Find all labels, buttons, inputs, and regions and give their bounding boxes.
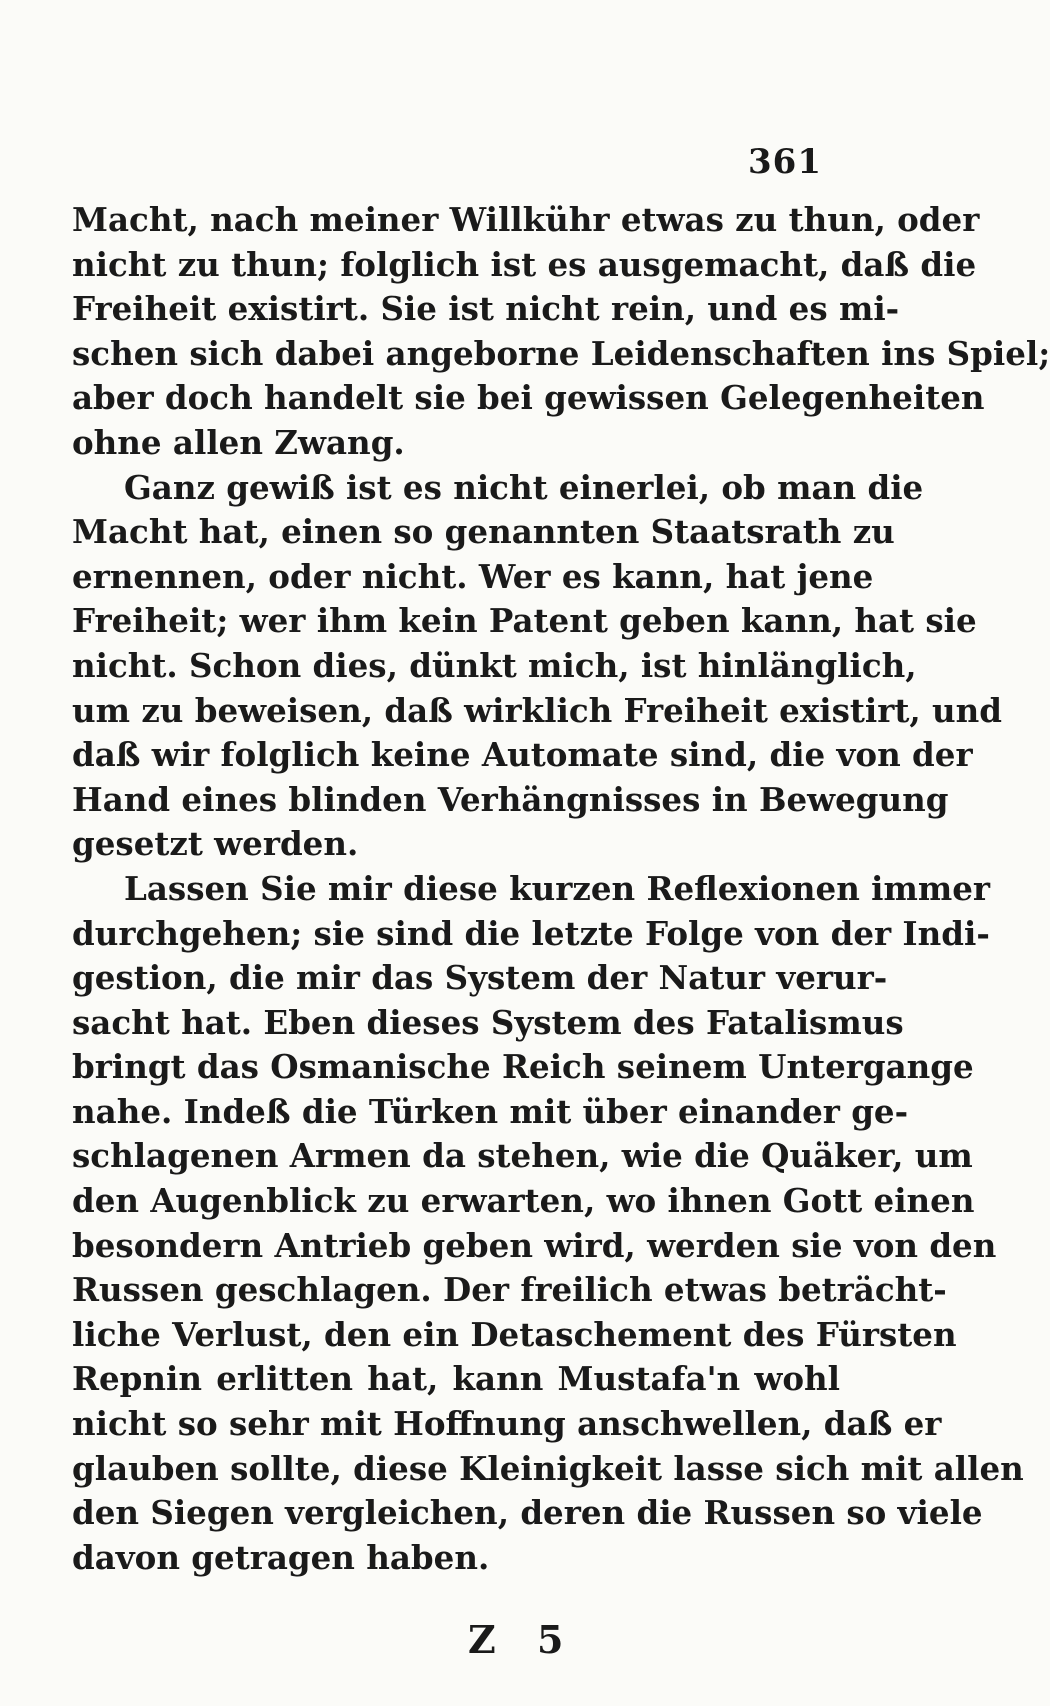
text-line: Macht hat, einen so genannten Staatsrath zu bbox=[72, 512, 895, 552]
text-line: um zu beweisen, daß wirklich Freiheit existirt, und bbox=[72, 690, 1002, 730]
text-line: Macht, nach meiner Willkühr etwas zu thun, oder bbox=[72, 200, 980, 239]
text-line: gestion, die mir das System der Natur verur- bbox=[72, 958, 888, 998]
text-line: schen sich dabei angeborne Leidenschaften ins Spiel; bbox=[72, 333, 1050, 373]
text-line: gesetzt werden. bbox=[72, 824, 359, 864]
text-line: nahe. Indeß die Türken mit über einander ge- bbox=[72, 1091, 909, 1131]
text-line: besondern Antrieb geben wird, werden sie von den bbox=[72, 1225, 997, 1265]
text-line: durchgehen; sie sind die letzte Folge von der Indi- bbox=[72, 913, 990, 953]
text-line: glauben sollte, diese Kleinigkeit lasse sich mit allen bbox=[72, 1448, 1024, 1488]
text-line: Freiheit existirt. Sie ist nicht rein, und es mi- bbox=[72, 289, 900, 329]
text-line: ohne allen Zwang. bbox=[72, 422, 405, 462]
text-line: Hand eines blinden Verhängnisses in Bewegung bbox=[72, 779, 949, 819]
text-line: nicht. Schon dies, dünkt mich, ist hinlänglich, bbox=[72, 645, 917, 685]
text-line: Lassen Sie mir diese kurzen Reflexionen immer bbox=[124, 868, 991, 908]
text-line: den Siegen vergleichen, deren die Russen so viele bbox=[72, 1493, 983, 1533]
text-line: aber doch handelt sie bei gewissen Gelegenheiten bbox=[72, 378, 985, 418]
paragraph bbox=[72, 466, 1002, 867]
text-line: davon getragen haben. bbox=[72, 1537, 490, 1577]
paragraph bbox=[72, 867, 1024, 1581]
text-line: schlagenen Armen da stehen, wie die Quäker, um bbox=[72, 1136, 973, 1176]
body-text bbox=[72, 198, 1050, 1580]
text-line: den Augenblick zu erwarten, wo ihnen Gott einen bbox=[72, 1181, 975, 1221]
page-number: 361 bbox=[748, 142, 822, 182]
text-line: nicht zu thun; folglich ist es ausgemacht, daß die bbox=[72, 244, 977, 284]
text-line: liche Verlust, den ein Detaschement des Fürsten bbox=[72, 1314, 957, 1354]
text-line: sacht hat. Eben dieses System des Fatalismus bbox=[72, 1002, 904, 1042]
text-line: Repnin erlitten hat, kann Mustafa'n wohl bbox=[72, 1359, 840, 1399]
text-line: Freiheit; wer ihm kein Patent geben kann, hat sie bbox=[72, 601, 977, 641]
text-line: ernennen, oder nicht. Wer es kann, hat jene bbox=[72, 556, 874, 596]
paragraph bbox=[72, 198, 1050, 466]
signature-mark: Z 5 bbox=[468, 1617, 578, 1662]
text-line: nicht so sehr mit Hoffnung anschwellen, daß er bbox=[72, 1404, 942, 1444]
text-line: Ganz gewiß ist es nicht einerlei, ob man die bbox=[124, 467, 924, 507]
text-line: Russen geschlagen. Der freilich etwas beträcht- bbox=[72, 1270, 947, 1310]
text-line: bringt das Osmanische Reich seinem Untergange bbox=[72, 1047, 974, 1087]
text-line: daß wir folglich keine Automate sind, die von der bbox=[72, 735, 973, 775]
